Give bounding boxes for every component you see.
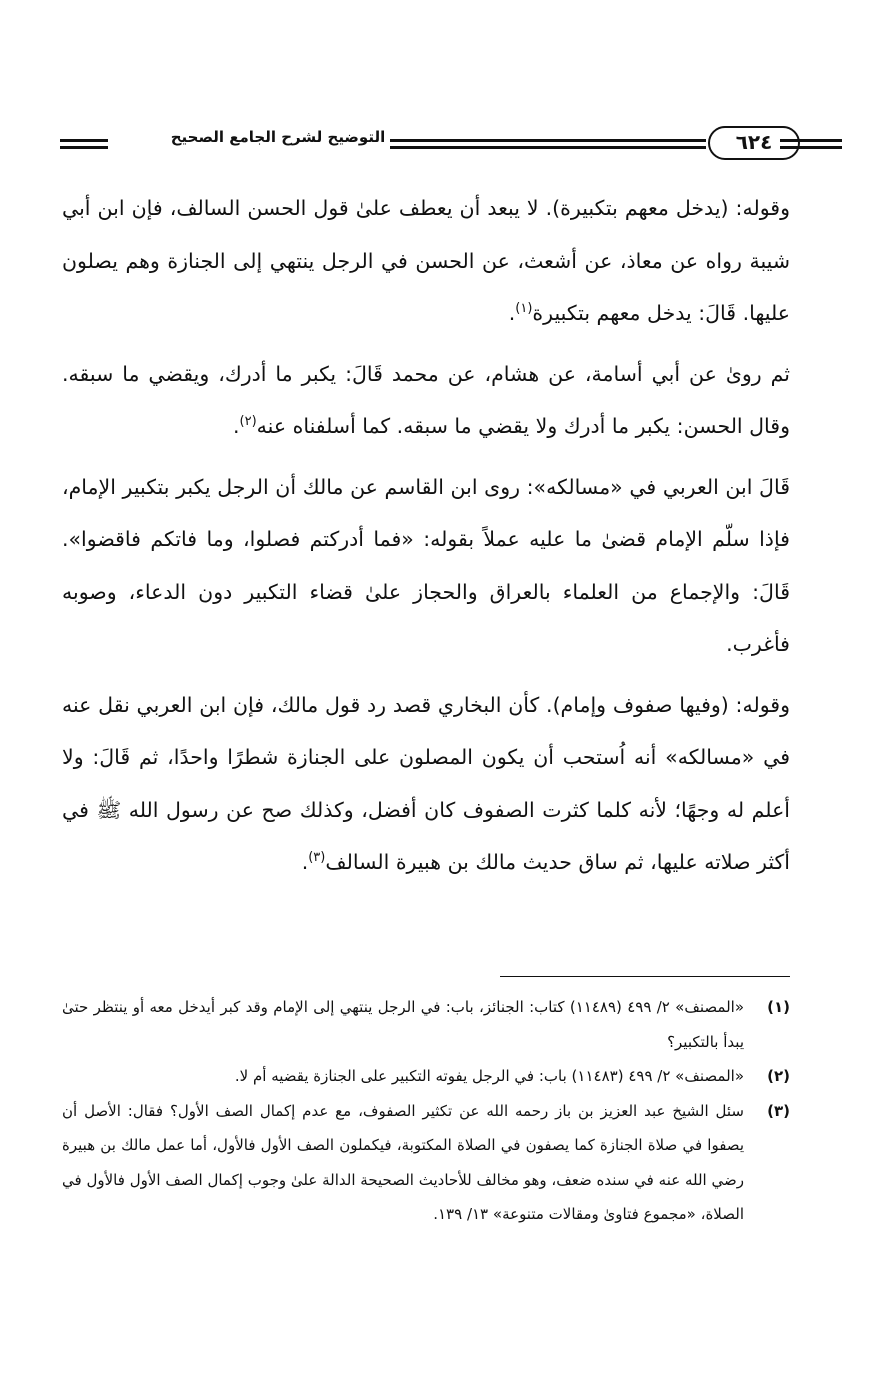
footnote-text: «المصنف» ٢/ ٤٩٩ (١١٤٨٩) كتاب: الجنائز، باب: في الرجل ينتهي إلى الإمام وقد كبر أيدخل معه أو ينتظر حتىٰ يبدأ بالتكبير؟ — [62, 998, 745, 1051]
page-header — [60, 118, 790, 178]
paragraph-tail: . — [232, 414, 240, 438]
page-number: ٦٢٤ — [708, 126, 800, 160]
running-title: التوضيح لشرح الجامع الصحيح — [170, 128, 386, 146]
footnote-marker: (١) — [515, 301, 533, 317]
header-rule-middle — [390, 139, 706, 149]
footnote-text: سئل الشيخ عبد العزيز بن باز رحمه الله عن تكثير الصفوف، مع عدم إكمال الصف الأول؟ فقال: الأصل أن يصفوا في صلاة الجنازة كما يصفون في الصلاة المكتوبة، فيكملون الصف الأول فالأول، أما عمل مالك بن هبيرة رضي الله عنه في سنده ضعف، وهو مخالف للأحاديث الصحيحة الدالة علىٰ وجوب إكمال الصف الأول فالأول في الصلاة، «مجموع فتاوىٰ ومقالات متنوعة» ١٣/ ١٣٩. — [62, 1101, 744, 1223]
paragraph — [62, 182, 790, 340]
header-rule-left — [60, 139, 108, 149]
footnote-marker: (٢) — [239, 414, 257, 430]
paragraph-text: وقوله: (يدخل معهم بتكبيرة). لا يبعد أن يعطف علىٰ قول الحسن السالف، فإن ابن أبي شيبة رواه عن معاذ، عن أشعث، عن الحسن في الرجل ينتهي إلى الجنازة وهم يصلون عليها. قَالَ: يدخل معهم بتكبيرة — [62, 196, 790, 325]
paragraph-text: ثم روىٰ عن أبي أسامة، عن هشام، عن محمد قَالَ: يكبر ما أدرك، ويقضي ما سبقه. وقال الحسن: يكبر ما أدرك ولا يقضي ما سبقه. كما أسلفناه عنه — [62, 361, 790, 438]
paragraph-tail: . — [508, 301, 516, 325]
footnote-text: «المصنف» ٢/ ٤٩٩ (١١٤٨٣) باب: في الرجل يفوته التكبير على الجنازة يقضيه أم لا. — [234, 1067, 744, 1085]
footnote — [62, 1059, 790, 1094]
footnote — [62, 990, 790, 1059]
footnotes — [62, 990, 790, 1232]
footnote-number: (٢) — [767, 1067, 790, 1085]
paragraph-text: وقوله: (وفيها صفوف وإمام). كأن البخاري قصد رد قول مالك، فإن ابن العربي نقل عنه في «مسالكه» أنه اُستحب أن يكون المصلون على الجنازة شطرًا واحدًا، ثم قَالَ: ولا أعلم له وجهًا؛ لأنه كلما كثرت الصفوف كان أفضل، وكذلك صح عن رسول الله ﷺ في أكثر صلاته عليها، ثم ساق حديث مالك بن هبيرة السالف — [62, 692, 790, 874]
footnote-number: (١) — [767, 998, 790, 1016]
paragraph — [62, 461, 790, 671]
paragraph — [62, 679, 790, 889]
main-text — [62, 182, 790, 897]
footnote-separator — [500, 976, 790, 977]
paragraph-text: قَالَ ابن العربي في «مسالكه»: روى ابن القاسم عن مالك أن الرجل يكبر بتكبير الإمام، فإذا سلّم الإمام قضىٰ ما عليه عملاً بقوله: «فما أدركتم فصلوا، وما فاتكم فاقضوا». قَالَ: والإجماع من العلماء بالعراق والحجاز علىٰ قضاء التكبير دون الدعاء، وصوبه فأغرب. — [62, 474, 790, 656]
footnote — [62, 1094, 790, 1232]
paragraph — [62, 348, 790, 453]
paragraph-tail: . — [301, 850, 309, 874]
footnote-marker: (٣) — [308, 850, 326, 866]
footnote-number: (٣) — [767, 1101, 790, 1120]
